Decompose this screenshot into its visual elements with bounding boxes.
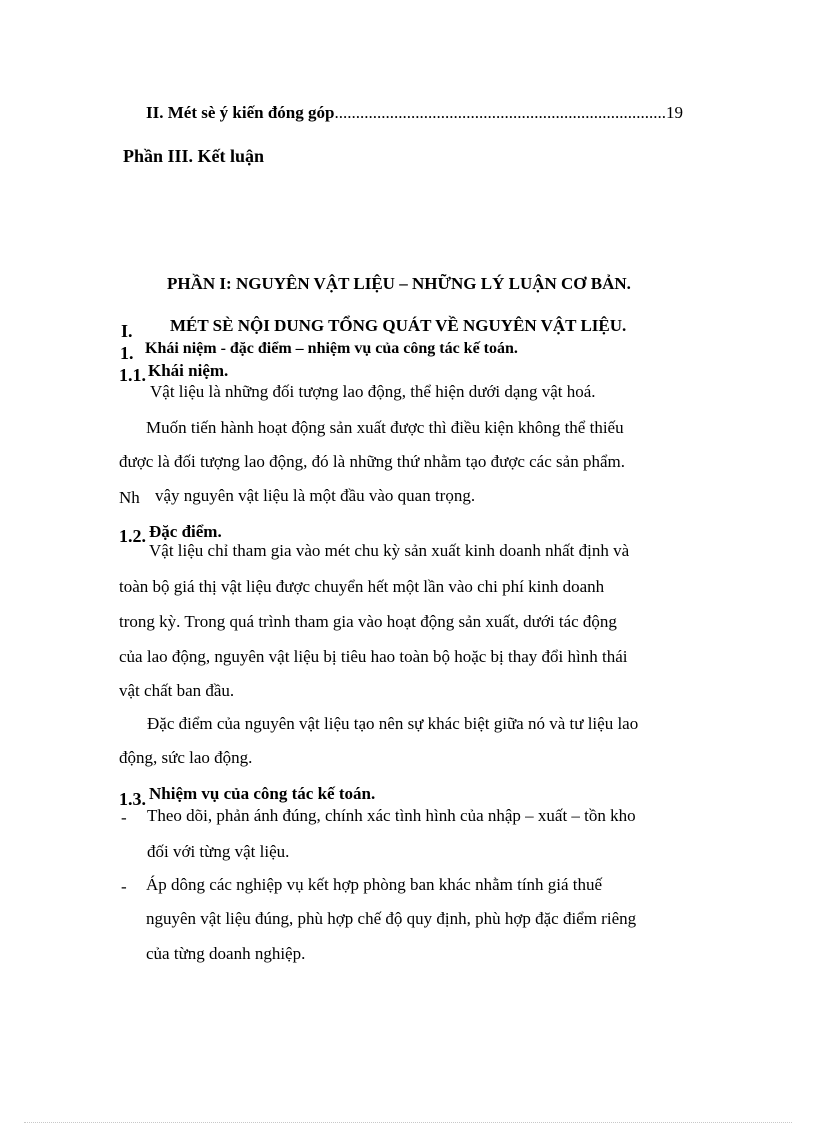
- toc-entry-leader: ..............................................................................: [334, 103, 666, 122]
- bullet-marker: -: [121, 877, 127, 896]
- toc-entry-page: 19: [665, 103, 683, 122]
- sub12-title: Đặc điểm.: [149, 522, 222, 541]
- bullet-line: đối với từng vật liệu.: [147, 842, 290, 861]
- sub12-number: 1.2.: [119, 526, 146, 546]
- paragraph-line: của lao động, nguyên vật liệu bị tiêu hao toàn bộ hoặc bị thay đổi hình thái: [119, 647, 628, 666]
- paragraph-line: Muốn tiến hành hoạt động sản xuất được thì điều kiện không thể thiếu: [146, 418, 624, 437]
- bullet-line: nguyên vật liệu đúng, phù hợp chế độ quy định, phù hợp đặc điểm riêng: [146, 909, 637, 928]
- paragraph-line: được là đối tượng lao động, đó là những thứ nhằm tạo được các sản phẩm.: [119, 452, 625, 471]
- toc-entry-label: II. Mét sè ý kiến đóng góp: [146, 103, 335, 122]
- paragraph-line: trong kỳ. Trong quá trình tham gia vào hoạt động sản xuất, dưới tác động: [119, 612, 617, 631]
- paragraph-orphan-prefix: Nh: [119, 488, 140, 507]
- paragraph-line: vậy nguyên vật liệu là một đầu vào quan trọng.: [155, 486, 476, 505]
- sub1-title: Khái niệm - đặc điểm – nhiệm vụ của công tác kế toán.: [145, 340, 518, 357]
- bullet-line: Theo dõi, phản ánh đúng, chính xác tình hình của nhập – xuất – tồn kho: [147, 806, 636, 825]
- sub1-number: 1.: [120, 343, 134, 363]
- paragraph-line: động, sức lao động.: [119, 748, 253, 767]
- sub11-number: 1.1.: [119, 365, 146, 385]
- bullet-marker: -: [121, 808, 127, 827]
- paragraph-line: Vật liệu là những đối tượng lao động, thể hiện dưới dạng vật hoá.: [150, 382, 596, 401]
- sub13-number: 1.3.: [119, 789, 146, 809]
- part1-title: PHẦN I: NGUYÊN VẬT LIỆU – NHỮNG LÝ LUẬN CƠ BẢN.: [167, 274, 631, 293]
- toc-entry: [146, 103, 696, 123]
- sub13-title: Nhiệm vụ của công tác kế toán.: [149, 784, 376, 803]
- paragraph-line: toàn bộ giá thị vật liệu được chuyển hết một lần vào chi phí kinh doanh: [119, 577, 605, 596]
- paragraph-line: Vật liệu chỉ tham gia vào mét chu kỳ sản xuất kinh doanh nhất định và: [149, 541, 630, 560]
- section1-title: MÉT SÈ NỘI DUNG TỔNG QUÁT VỀ NGUYÊN VẬT LIỆU.: [170, 316, 627, 335]
- bullet-line: của từng doanh nghiệp.: [146, 944, 306, 963]
- paragraph-line: Đặc điểm của nguyên vật liệu tạo nên sự khác biệt giữa nó và tư liệu lao: [147, 714, 639, 733]
- paragraph-line: vật chất ban đầu.: [119, 681, 235, 700]
- toc-part3: Phần III. Kết luận: [123, 146, 265, 166]
- sub11-title: Khái niệm.: [148, 361, 229, 380]
- bullet-line: Áp dông các nghiệp vụ kết hợp phòng ban khác nhằm tính giá thuế: [146, 875, 603, 894]
- section1-number: I.: [121, 321, 133, 341]
